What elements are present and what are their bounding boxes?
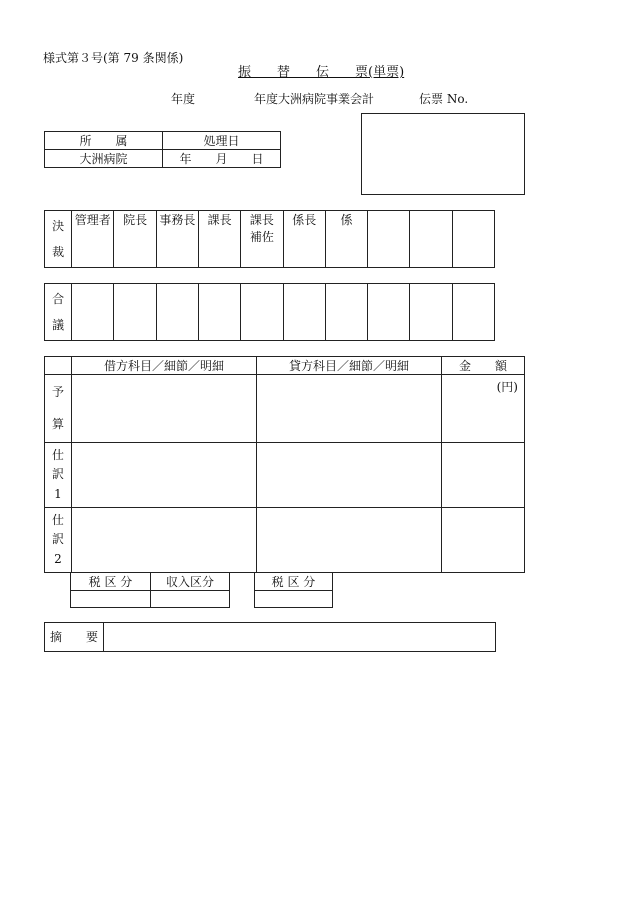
consult-cell[interactable]	[156, 284, 198, 341]
budget-row-label	[45, 375, 72, 443]
income-class-value[interactable]	[151, 591, 230, 608]
role-label: 課長 補佐	[249, 213, 274, 244]
row-label-char: 訳	[51, 532, 64, 547]
consult-cell[interactable]	[114, 284, 156, 341]
department-value: 大洲病院	[45, 150, 163, 168]
yen-unit: (円)	[496, 380, 518, 394]
budget-debit-cell[interactable]	[72, 375, 257, 443]
approval-label-bottom: 裁	[52, 245, 65, 259]
credit-tax-table	[254, 572, 333, 608]
department-header: 所 属	[45, 132, 163, 150]
entry1-amount-cell[interactable]	[442, 443, 525, 508]
consult-cell[interactable]	[283, 284, 325, 341]
slip-number-label: 伝票 No.	[419, 92, 469, 106]
approval-cell-blank[interactable]	[368, 211, 410, 268]
process-date-header: 処理日	[163, 132, 281, 150]
entry1-row-label	[45, 443, 72, 508]
approval-label-top: 決	[52, 218, 65, 233]
debit-tax-table	[70, 572, 230, 608]
row-label-char: 仕	[51, 448, 64, 463]
approval-cell-manager[interactable]	[72, 211, 114, 268]
journal-table	[44, 356, 525, 573]
credit-header: 貸方科目／細節／明細	[257, 357, 442, 375]
approval-cell-assistant-chief[interactable]	[241, 211, 283, 268]
approval-label	[45, 211, 72, 268]
role-label: 係	[340, 213, 353, 227]
budget-credit-cell[interactable]	[257, 375, 442, 443]
approval-cell-director[interactable]	[114, 211, 156, 268]
consult-cell[interactable]	[368, 284, 410, 341]
consult-cell[interactable]	[199, 284, 241, 341]
row-label-char: 2	[54, 551, 62, 566]
consultation-table	[44, 283, 495, 341]
entry1-debit-cell[interactable]	[72, 443, 257, 508]
role-label: 係長	[292, 213, 317, 227]
row-label-char: 1	[54, 486, 62, 501]
consult-label-top: 合	[52, 291, 65, 306]
consult-cell[interactable]	[410, 284, 452, 341]
department-table	[44, 131, 281, 168]
hospital-account-label: 年度大洲病院事業会計	[254, 92, 375, 106]
fiscal-year-label: 年度	[171, 92, 196, 106]
journal-corner	[45, 357, 72, 375]
approval-cell-blank[interactable]	[452, 211, 494, 268]
tax-class-value[interactable]	[71, 591, 151, 608]
role-label: 院長	[123, 213, 148, 227]
approval-cell-blank[interactable]	[410, 211, 452, 268]
debit-header: 借方科目／細節／明細	[72, 357, 257, 375]
row-label-char: 仕	[51, 513, 64, 528]
summary-label: 摘 要	[45, 623, 104, 652]
amount-header: 金 額	[442, 357, 525, 375]
approval-cell-staff[interactable]	[325, 211, 367, 268]
summary-field[interactable]	[104, 623, 496, 652]
tax-class-header: 税 区 分	[255, 573, 333, 591]
tax-class-header: 税 区 分	[71, 573, 151, 591]
process-date-value[interactable]: 年 月 日	[163, 150, 281, 168]
row-label-char: 訳	[51, 467, 64, 482]
row-label-char: 算	[51, 416, 64, 431]
role-label: 課長	[207, 213, 232, 227]
summary-table	[44, 622, 496, 652]
role-label: 管理者	[74, 213, 111, 227]
approval-cell-section-chief[interactable]	[199, 211, 241, 268]
consult-label-bottom: 議	[52, 318, 65, 332]
income-class-header: 収入区分	[151, 573, 230, 591]
page-title: 振 替 伝 票(単票)	[238, 65, 405, 80]
consult-cell[interactable]	[452, 284, 494, 341]
entry2-amount-cell[interactable]	[442, 508, 525, 573]
role-label: 事務長	[159, 213, 196, 227]
slip-number-box[interactable]	[361, 113, 525, 195]
consult-cell[interactable]	[325, 284, 367, 341]
tax-class-value[interactable]	[255, 591, 333, 608]
entry2-row-label	[45, 508, 72, 573]
entry2-credit-cell[interactable]	[257, 508, 442, 573]
consult-label	[45, 284, 72, 341]
entry1-credit-cell[interactable]	[257, 443, 442, 508]
approval-cell-admin-chief[interactable]	[156, 211, 198, 268]
form-number: 様式第３号(第 79 条関係)	[43, 51, 184, 65]
consult-cell[interactable]	[241, 284, 283, 341]
entry2-debit-cell[interactable]	[72, 508, 257, 573]
row-label-char: 予	[51, 385, 64, 400]
approval-table	[44, 210, 495, 268]
budget-amount-cell[interactable]	[442, 375, 525, 443]
consult-cell[interactable]	[72, 284, 114, 341]
approval-cell-subsection-chief[interactable]	[283, 211, 325, 268]
